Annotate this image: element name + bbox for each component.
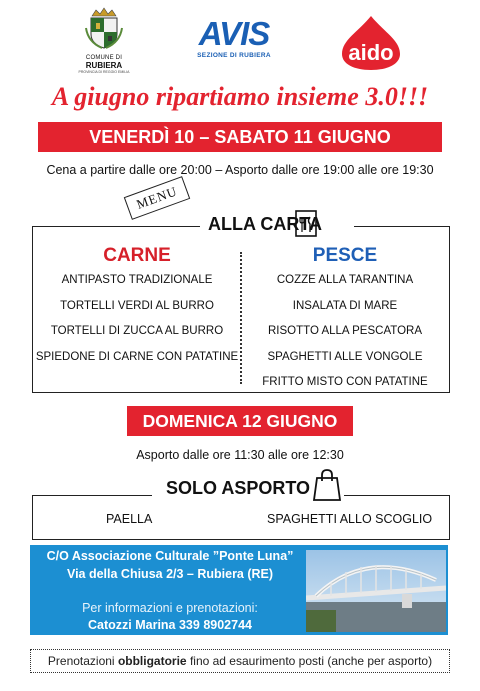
pesce-title: PESCE [312, 245, 378, 266]
carne-column [32, 244, 242, 370]
list-item: COZZE ALLA TARANTINA [276, 274, 414, 286]
list-item: SPIEDONE DI CARNE CON PATATINE [35, 350, 239, 363]
note-suffix: fino ad esaurimento posti (anche per asporto) [186, 654, 433, 668]
asporto-title: SOLO ASPORTO [166, 478, 311, 498]
menu-card-icon [294, 208, 318, 238]
menu-tag: MENU [124, 176, 190, 220]
event2-date-banner: DOMENICA 12 GIUGNO [127, 406, 353, 436]
event1-info: Cena a partire dalle ore 20:00 – Asporto dalle ore 19:00 alle ore 19:30 [46, 163, 434, 177]
address: Via della Chiusa 2/3 – Rubiera (RE) [66, 567, 274, 581]
list-item: SPAGHETTI ALLO SCOGLIO [267, 512, 433, 526]
event2-info: Asporto dalle ore 11:30 alle ore 12:30 [136, 448, 344, 462]
pesce-column [242, 244, 448, 396]
bridge-photo [306, 550, 446, 632]
headline: A giugno ripartiamo insieme 3.0!!! [51, 82, 429, 111]
aido-logo-icon [336, 14, 406, 72]
avis-logo [186, 15, 282, 62]
aido-wordmark: aido [348, 40, 394, 65]
note-prefix: Prenotazioni [47, 654, 118, 668]
event1-date-banner: VENERDÌ 10 – SABATO 11 GIUGNO [38, 122, 442, 152]
shopping-bag-icon [312, 468, 342, 502]
carne-title: CARNE [103, 245, 171, 266]
comune-province: PROVINCIA DI REGGIO EMILIA [78, 70, 130, 74]
info-label: Per informazioni e prenotazioni: [82, 601, 258, 615]
booking-note [30, 649, 450, 673]
comune-crest-icon [84, 6, 124, 50]
comune-name: RUBIERA [85, 61, 123, 70]
note-bold: obbligatorie [117, 654, 187, 668]
list-item: TORTELLI VERDI AL BURRO [60, 299, 214, 312]
comune-label: COMUNE DI [85, 55, 123, 61]
list-item: TORTELLI DI ZUCCA AL BURRO [50, 325, 224, 337]
list-item: PAELLA [106, 512, 153, 526]
comune-logo [76, 6, 132, 74]
menu-title: ALLA CARTA [208, 214, 322, 234]
list-item: ANTIPASTO TRADIZIONALE [61, 274, 213, 286]
list-item: INSALATA DI MARE [292, 299, 398, 312]
avis-wordmark: AVIS [198, 15, 270, 52]
list-item: FRITTO MISTO CON PATATINE [262, 376, 428, 388]
contact-person: Catozzi Marina 339 8902744 [88, 618, 252, 632]
association-name: C/O Associazione Culturale ”Ponte Luna” [46, 549, 294, 563]
avis-subtitle: SEZIONE DI RUBIERA [197, 52, 271, 59]
list-item: SPAGHETTI ALLE VONGOLE [267, 350, 423, 363]
list-item: RISOTTO ALLA PESCATORA [267, 325, 423, 337]
